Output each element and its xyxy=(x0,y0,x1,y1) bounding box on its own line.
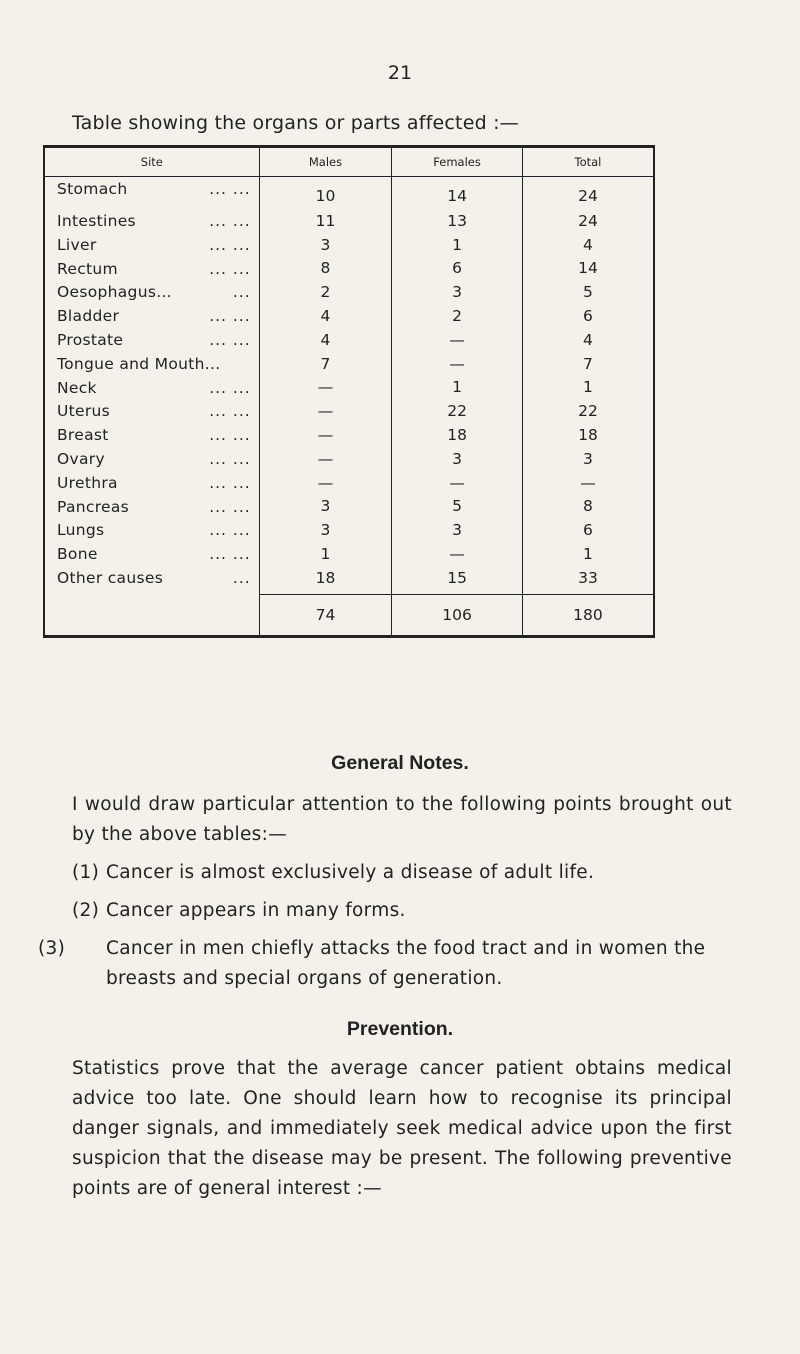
males-cell: 11 xyxy=(259,209,392,233)
males-cell: 7 xyxy=(259,352,392,376)
males-cell: 1 xyxy=(259,542,392,566)
males-cell: 3 xyxy=(259,518,392,542)
site-cell xyxy=(44,233,259,257)
leader-dots: ... ... xyxy=(209,473,251,492)
table-row xyxy=(44,471,654,495)
header-site: Site xyxy=(44,147,259,177)
header-total: Total xyxy=(522,147,654,177)
site-cell xyxy=(44,542,259,566)
note-number: (1) xyxy=(72,862,100,883)
females-cell: — xyxy=(392,352,523,376)
site-label: Urethra xyxy=(57,473,118,492)
site-label: Liver xyxy=(57,235,97,254)
note-text: Cancer appears in many forms. xyxy=(106,900,406,921)
leader-dots: ... ... xyxy=(209,545,251,564)
table-row xyxy=(44,352,654,376)
leader-dots: ... ... xyxy=(209,259,251,278)
site-label: Oesophagus... xyxy=(57,283,172,302)
males-cell: — xyxy=(259,471,392,495)
males-cell: 10 xyxy=(259,177,392,210)
females-cell: 1 xyxy=(392,233,523,257)
note-item xyxy=(72,896,732,926)
males-cell: 4 xyxy=(259,304,392,328)
organs-affected-table xyxy=(43,145,655,638)
prevention-paragraph: Statistics prove that the average cancer patient obtains medical advice too late. One should learn how to recognise its principal danger signals, and immediately seek medical advice upon the first suspicion that the disease may be present. The following preventive points are of general interest :— xyxy=(72,1058,732,1199)
total-cell: 1 xyxy=(522,376,654,400)
table-row xyxy=(44,209,654,233)
total-cell: 14 xyxy=(522,257,654,281)
table-row xyxy=(44,399,654,423)
females-total: 106 xyxy=(392,594,523,636)
note-number: (2) xyxy=(72,900,100,921)
table-row xyxy=(44,376,654,400)
total-cell: 24 xyxy=(522,209,654,233)
table-body xyxy=(44,177,654,637)
females-cell: 15 xyxy=(392,566,523,594)
site-cell xyxy=(44,399,259,423)
table-header-row xyxy=(44,147,654,177)
males-cell: 4 xyxy=(259,328,392,352)
males-cell: 18 xyxy=(259,566,392,594)
females-cell: — xyxy=(392,328,523,352)
site-cell xyxy=(44,280,259,304)
site-cell xyxy=(44,518,259,542)
females-cell: 2 xyxy=(392,304,523,328)
table-row xyxy=(44,423,654,447)
total-cell: 5 xyxy=(522,280,654,304)
leader-dots: ... ... xyxy=(209,426,251,445)
table-caption: Table showing the organs or parts affected :— xyxy=(72,112,519,134)
females-cell: 3 xyxy=(392,447,523,471)
total-cell: 4 xyxy=(522,233,654,257)
males-cell: — xyxy=(259,399,392,423)
site-cell xyxy=(44,304,259,328)
site-label: Rectum xyxy=(57,259,118,278)
site-cell xyxy=(44,177,259,210)
site-label: Other causes xyxy=(57,568,164,587)
site-label: Breast xyxy=(57,426,109,445)
table-row xyxy=(44,566,654,594)
females-cell: — xyxy=(392,471,523,495)
leader-dots: ... ... xyxy=(209,378,251,397)
note-number: (3) xyxy=(38,938,66,959)
site-label: Pancreas xyxy=(57,497,130,516)
leader-dots: ... ... xyxy=(209,307,251,326)
table-row xyxy=(44,304,654,328)
site-cell xyxy=(44,376,259,400)
site-cell xyxy=(44,352,259,376)
females-cell: 1 xyxy=(392,376,523,400)
site-label: Ovary xyxy=(57,449,105,468)
site-cell xyxy=(44,257,259,281)
total-cell: 6 xyxy=(522,518,654,542)
leader-dots: ... ... xyxy=(209,449,251,468)
header-females: Females xyxy=(392,147,523,177)
header-males: Males xyxy=(259,147,392,177)
females-cell: 3 xyxy=(392,280,523,304)
page-number: 21 xyxy=(387,62,413,84)
general-notes-heading: General Notes. xyxy=(331,752,469,774)
grand-total: 180 xyxy=(522,594,654,636)
total-cell: 18 xyxy=(522,423,654,447)
males-cell: — xyxy=(259,447,392,471)
table-row xyxy=(44,280,654,304)
females-cell: — xyxy=(392,542,523,566)
females-cell: 6 xyxy=(392,257,523,281)
table-row xyxy=(44,495,654,519)
site-label: Bladder xyxy=(57,307,120,326)
males-cell: — xyxy=(259,376,392,400)
prevention-heading: Prevention. xyxy=(346,1018,454,1040)
females-cell: 13 xyxy=(392,209,523,233)
males-cell: — xyxy=(259,423,392,447)
females-cell: 22 xyxy=(392,399,523,423)
total-cell: 4 xyxy=(522,328,654,352)
site-label: Intestines xyxy=(57,212,136,230)
leader-dots: ... xyxy=(232,283,251,302)
leader-dots: ... ... xyxy=(209,521,251,540)
total-cell: 24 xyxy=(522,177,654,210)
site-cell xyxy=(44,566,259,594)
site-cell xyxy=(44,471,259,495)
site-cell xyxy=(44,423,259,447)
table-row xyxy=(44,328,654,352)
totals-label-cell xyxy=(44,594,259,636)
females-cell: 3 xyxy=(392,518,523,542)
note-item xyxy=(38,934,732,994)
site-cell xyxy=(44,495,259,519)
site-cell xyxy=(44,447,259,471)
table-row xyxy=(44,542,654,566)
males-cell: 3 xyxy=(259,233,392,257)
total-cell: 7 xyxy=(522,352,654,376)
site-label: Lungs xyxy=(57,521,105,540)
site-label: Tongue and Mouth... xyxy=(57,354,221,373)
males-total: 74 xyxy=(259,594,392,636)
males-cell: 8 xyxy=(259,257,392,281)
males-cell: 3 xyxy=(259,495,392,519)
site-cell xyxy=(44,328,259,352)
site-label: Prostate xyxy=(57,330,124,349)
site-cell xyxy=(44,209,259,233)
site-label: Uterus xyxy=(57,402,111,421)
total-cell: — xyxy=(522,471,654,495)
table-row xyxy=(44,518,654,542)
table-row xyxy=(44,177,654,210)
leader-dots: ... ... xyxy=(209,402,251,421)
note-item xyxy=(72,858,732,888)
leader-dots: ... ... xyxy=(209,497,251,516)
note-text: Cancer in men chiefly attacks the food tract and in women the breasts and special organs of generation. xyxy=(106,938,706,989)
table-row xyxy=(44,447,654,471)
total-cell: 6 xyxy=(522,304,654,328)
females-cell: 18 xyxy=(392,423,523,447)
site-label: Neck xyxy=(57,378,97,397)
total-cell: 33 xyxy=(522,566,654,594)
note-text: Cancer is almost exclusively a disease of adult life. xyxy=(106,862,595,883)
males-cell: 2 xyxy=(259,280,392,304)
totals-row xyxy=(44,594,654,636)
leader-dots: ... ... xyxy=(209,212,251,230)
total-cell: 8 xyxy=(522,495,654,519)
table-row xyxy=(44,233,654,257)
total-cell: 22 xyxy=(522,399,654,423)
total-cell: 1 xyxy=(522,542,654,566)
leader-dots: ... ... xyxy=(209,235,251,254)
females-cell: 5 xyxy=(392,495,523,519)
leader-dots: ... ... xyxy=(209,180,251,198)
leader-dots: ... ... xyxy=(209,330,251,349)
total-cell: 3 xyxy=(522,447,654,471)
leader-dots: ... xyxy=(232,568,251,587)
females-cell: 14 xyxy=(392,177,523,210)
site-label: Stomach xyxy=(57,180,128,198)
table-row xyxy=(44,257,654,281)
general-notes-intro: I would draw particular attention to the following points brought out by the above tables:— xyxy=(72,794,732,845)
site-label: Bone xyxy=(57,545,98,564)
